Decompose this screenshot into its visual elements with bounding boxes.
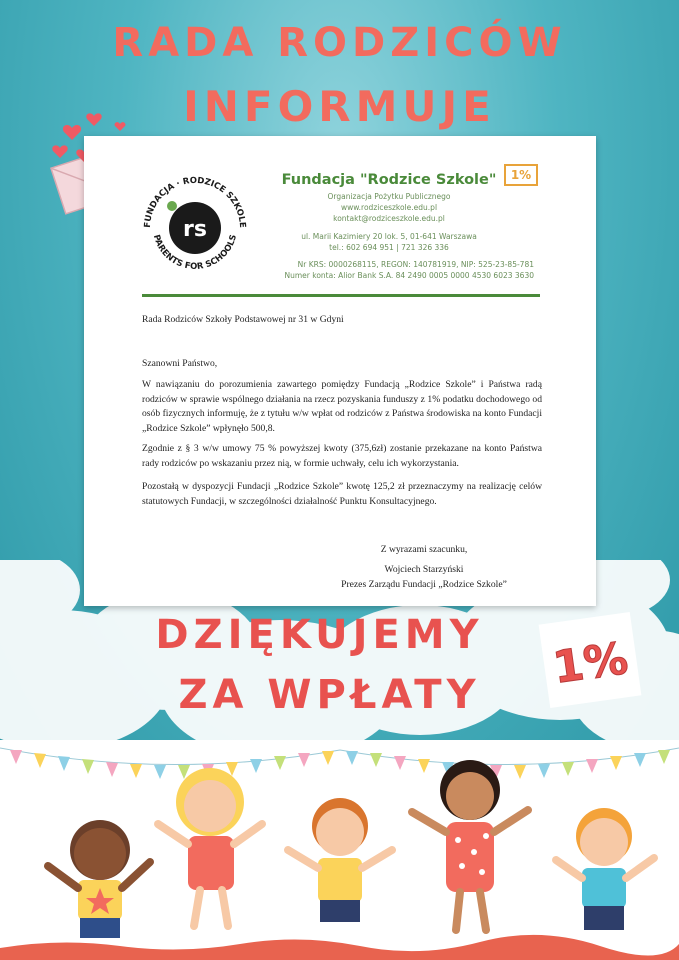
thanks-line2: ZA WPŁATY <box>178 672 481 718</box>
letter-paragraph-3: Pozostałą w dyspozycji Fundacji „Rodzice Szkole” kwotę 125,2 zł przeznaczymy na realizację celów statutowych Fundacji, w szczególności działalność Punktu Konsultacyjnego. <box>142 481 542 507</box>
logo-arc-top: FUNDACJA · RODZICE SZKOLE <box>142 175 248 229</box>
org-website: www.rodziceszkole.edu.pl <box>340 203 438 212</box>
org-bank-account: Numer konta: Alior Bank S.A. 84 2490 0005 0000 4530 6023 3630 <box>284 271 534 280</box>
letter-greeting: Szanowni Państwo, <box>142 358 218 369</box>
signer-name: Wojciech Starzyński <box>384 564 464 575</box>
org-line-1: Organizacja Pożytku Publicznego <box>327 192 451 201</box>
org-phone: tel.: 602 694 951 | 721 326 336 <box>329 243 449 252</box>
one-percent-box: 1% <box>504 164 538 186</box>
org-address: ul. Marii Kazimiery 20 lok. 5, 01-641 Warszawa <box>301 232 477 241</box>
bunting-decoration <box>0 748 679 779</box>
org-email: kontakt@rodziceszkole.edu.pl <box>333 214 445 223</box>
child-2 <box>158 768 262 926</box>
logo-mark-text: rs <box>183 217 207 242</box>
headline-line1: RADA RODZICÓW <box>112 20 567 66</box>
letter-closing: Z wyrazami szacunku, <box>380 544 468 555</box>
child-1 <box>48 820 150 938</box>
signer-title: Prezes Zarządu Fundacji „Rodzice Szkole” <box>341 579 507 590</box>
child-3 <box>288 798 392 922</box>
child-4 <box>412 760 528 930</box>
logo-arc-bottom: PARENTS FOR SCHOOLS <box>150 233 240 272</box>
org-name: Fundacja "Rodzice Szkole" <box>281 172 497 188</box>
letter-paragraph-2: Zgodnie z § 3 w/w umowy 75 % powyższej kwoty (375,6zł) zostanie przekazane na konto Państwa rady rodziców po wskazaniu przez nią, w formie uchwały, celu ich wykorzystania. <box>142 443 542 469</box>
percent-badge <box>536 608 644 712</box>
thanks-line1: DZIĘKUJEMY <box>155 612 484 658</box>
percent-badge-text: 1% <box>549 633 632 694</box>
letter-recipient: Rada Rodziców Szkoły Podstawowej nr 31 w Gdyni <box>142 314 344 325</box>
letter-document <box>84 136 596 606</box>
headline-line2: INFORMUJE <box>183 82 496 131</box>
children-scene-illustration <box>0 740 679 960</box>
child-5 <box>556 808 654 930</box>
header-divider <box>142 294 540 297</box>
org-registry: Nr KRS: 0000268115, REGON: 140781919, NIP: 525-23-85-781 <box>297 260 534 269</box>
letter-paragraph-1: W nawiązaniu do porozumienia zawartego pomiędzy Fundacją „Rodzice Szkole” i Państwa radą rodziców w sprawie wspólnego działania na rzecz pozyskania funduszy z 1% podatku dochodowego od osób fizycznych informuję, że z tytułu w/w wpłat od rodziców z Państwa środowiska na konto Fundacji „Rodzice Szkole” wpłynęło 500,8. <box>142 379 542 434</box>
